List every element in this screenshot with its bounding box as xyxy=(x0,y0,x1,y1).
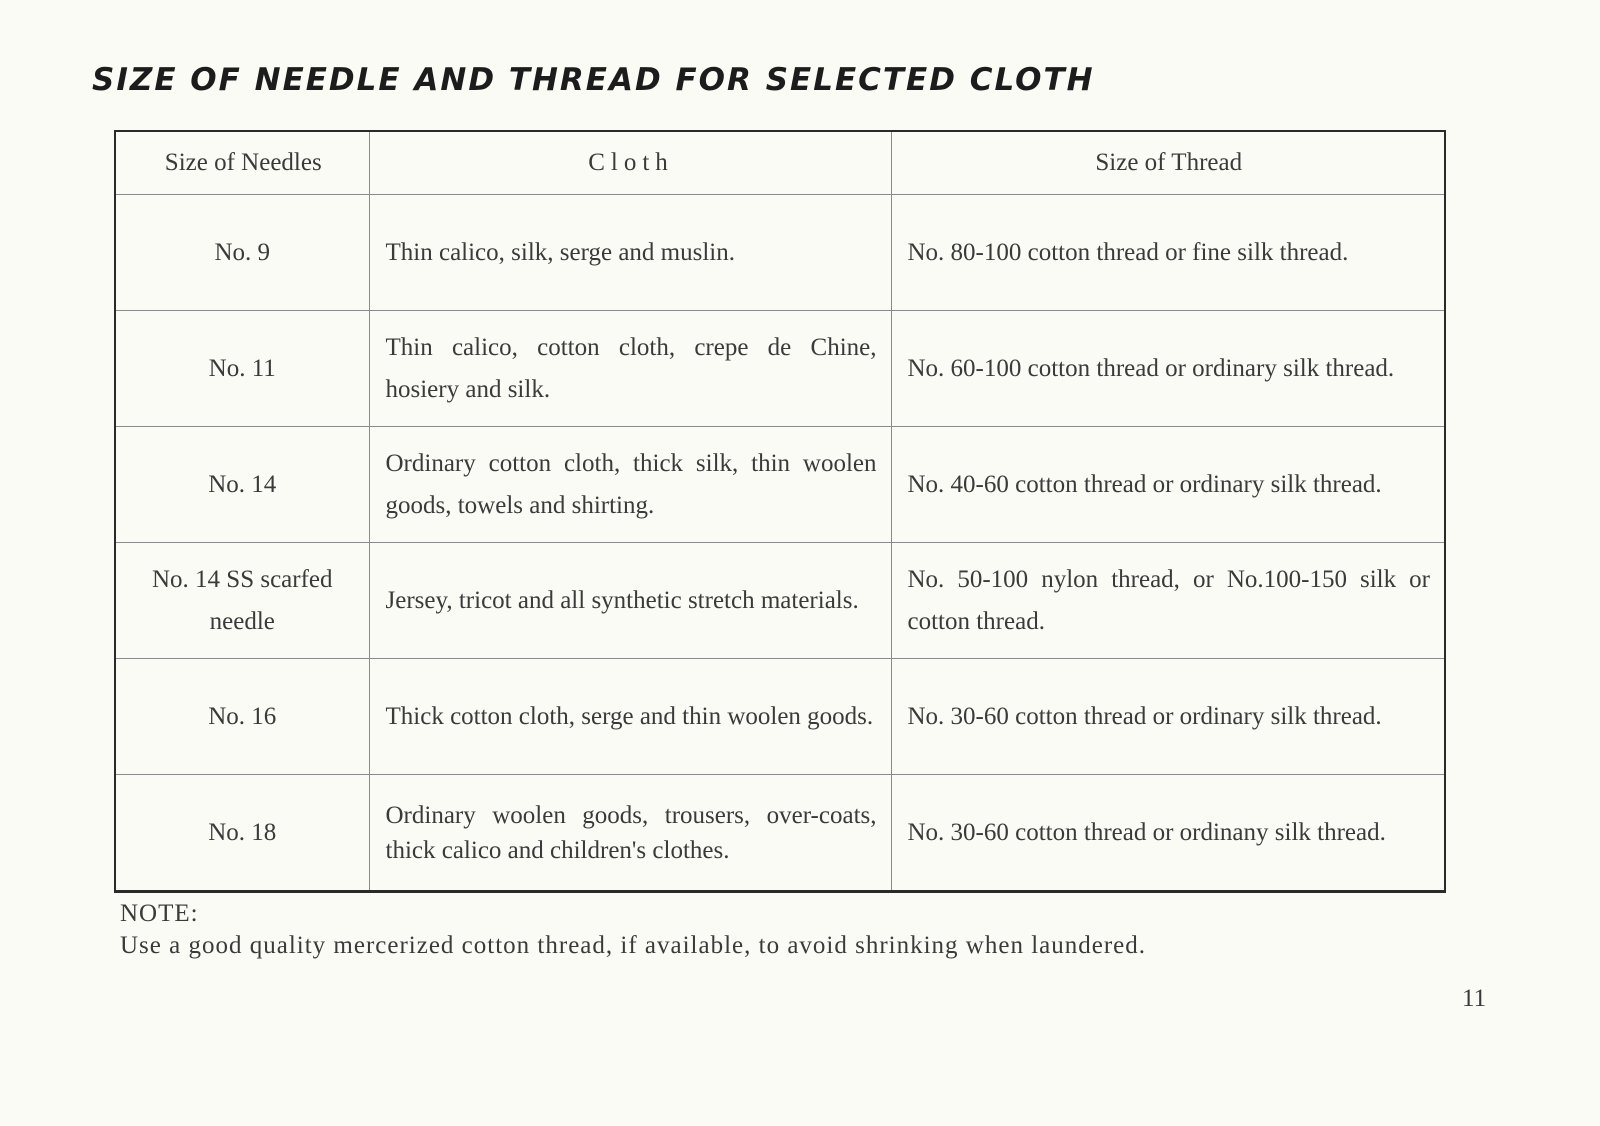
page-title: SIZE OF NEEDLE AND THREAD FOR SELECTED CLOTH xyxy=(92,62,1095,98)
needle-size-cell: No. 11 xyxy=(115,311,369,427)
cloth-cell: Thin calico, cotton cloth, crepe de Chine, hosiery and silk. xyxy=(369,311,891,427)
needle-thread-table-container xyxy=(114,130,1444,893)
needle-size-cell: No. 9 xyxy=(115,195,369,311)
column-header-needle-size: Size of Needles xyxy=(115,131,369,195)
cloth-cell: Thick cotton cloth, serge and thin woolen goods. xyxy=(369,659,891,775)
needle-size-cell: No. 16 xyxy=(115,659,369,775)
note-text: Use a good quality mercerized cotton thread, if available, to avoid shrinking when laundered. xyxy=(120,932,1147,959)
needle-size-cell: No. 14 xyxy=(115,427,369,543)
thread-size-cell: No. 30-60 cotton thread or ordinany silk thread. xyxy=(891,775,1445,892)
table-row xyxy=(115,775,1445,892)
table-header-row xyxy=(115,131,1445,195)
table-row xyxy=(115,311,1445,427)
thread-size-cell: No. 80-100 cotton thread or fine silk thread. xyxy=(891,195,1445,311)
thread-size-cell: No. 30-60 cotton thread or ordinary silk thread. xyxy=(891,659,1445,775)
thread-size-cell: No. 60-100 cotton thread or ordinary silk thread. xyxy=(891,311,1445,427)
column-header-cloth: Cloth xyxy=(369,131,891,195)
cloth-cell: Ordinary woolen goods, trousers, over-coats, thick calico and children's clothes. xyxy=(369,775,891,892)
table-row xyxy=(115,195,1445,311)
table-row xyxy=(115,427,1445,543)
page-number: 11 xyxy=(1462,985,1487,1012)
thread-size-cell: No. 40-60 cotton thread or ordinary silk thread. xyxy=(891,427,1445,543)
table-row xyxy=(115,543,1445,659)
cloth-cell: Jersey, tricot and all synthetic stretch materials. xyxy=(369,543,891,659)
thread-size-cell: No. 50-100 nylon thread, or No.100-150 silk or cotton thread. xyxy=(891,543,1445,659)
note-label: NOTE: xyxy=(120,900,199,927)
needle-size-cell: No. 14 SS scarfed needle xyxy=(115,543,369,659)
cloth-cell: Thin calico, silk, serge and muslin. xyxy=(369,195,891,311)
cloth-cell: Ordinary cotton cloth, thick silk, thin woolen goods, towels and shirting. xyxy=(369,427,891,543)
table-row xyxy=(115,659,1445,775)
needle-size-cell: No. 18 xyxy=(115,775,369,892)
column-header-thread-size: Size of Thread xyxy=(891,131,1445,195)
needle-thread-table xyxy=(114,130,1446,893)
